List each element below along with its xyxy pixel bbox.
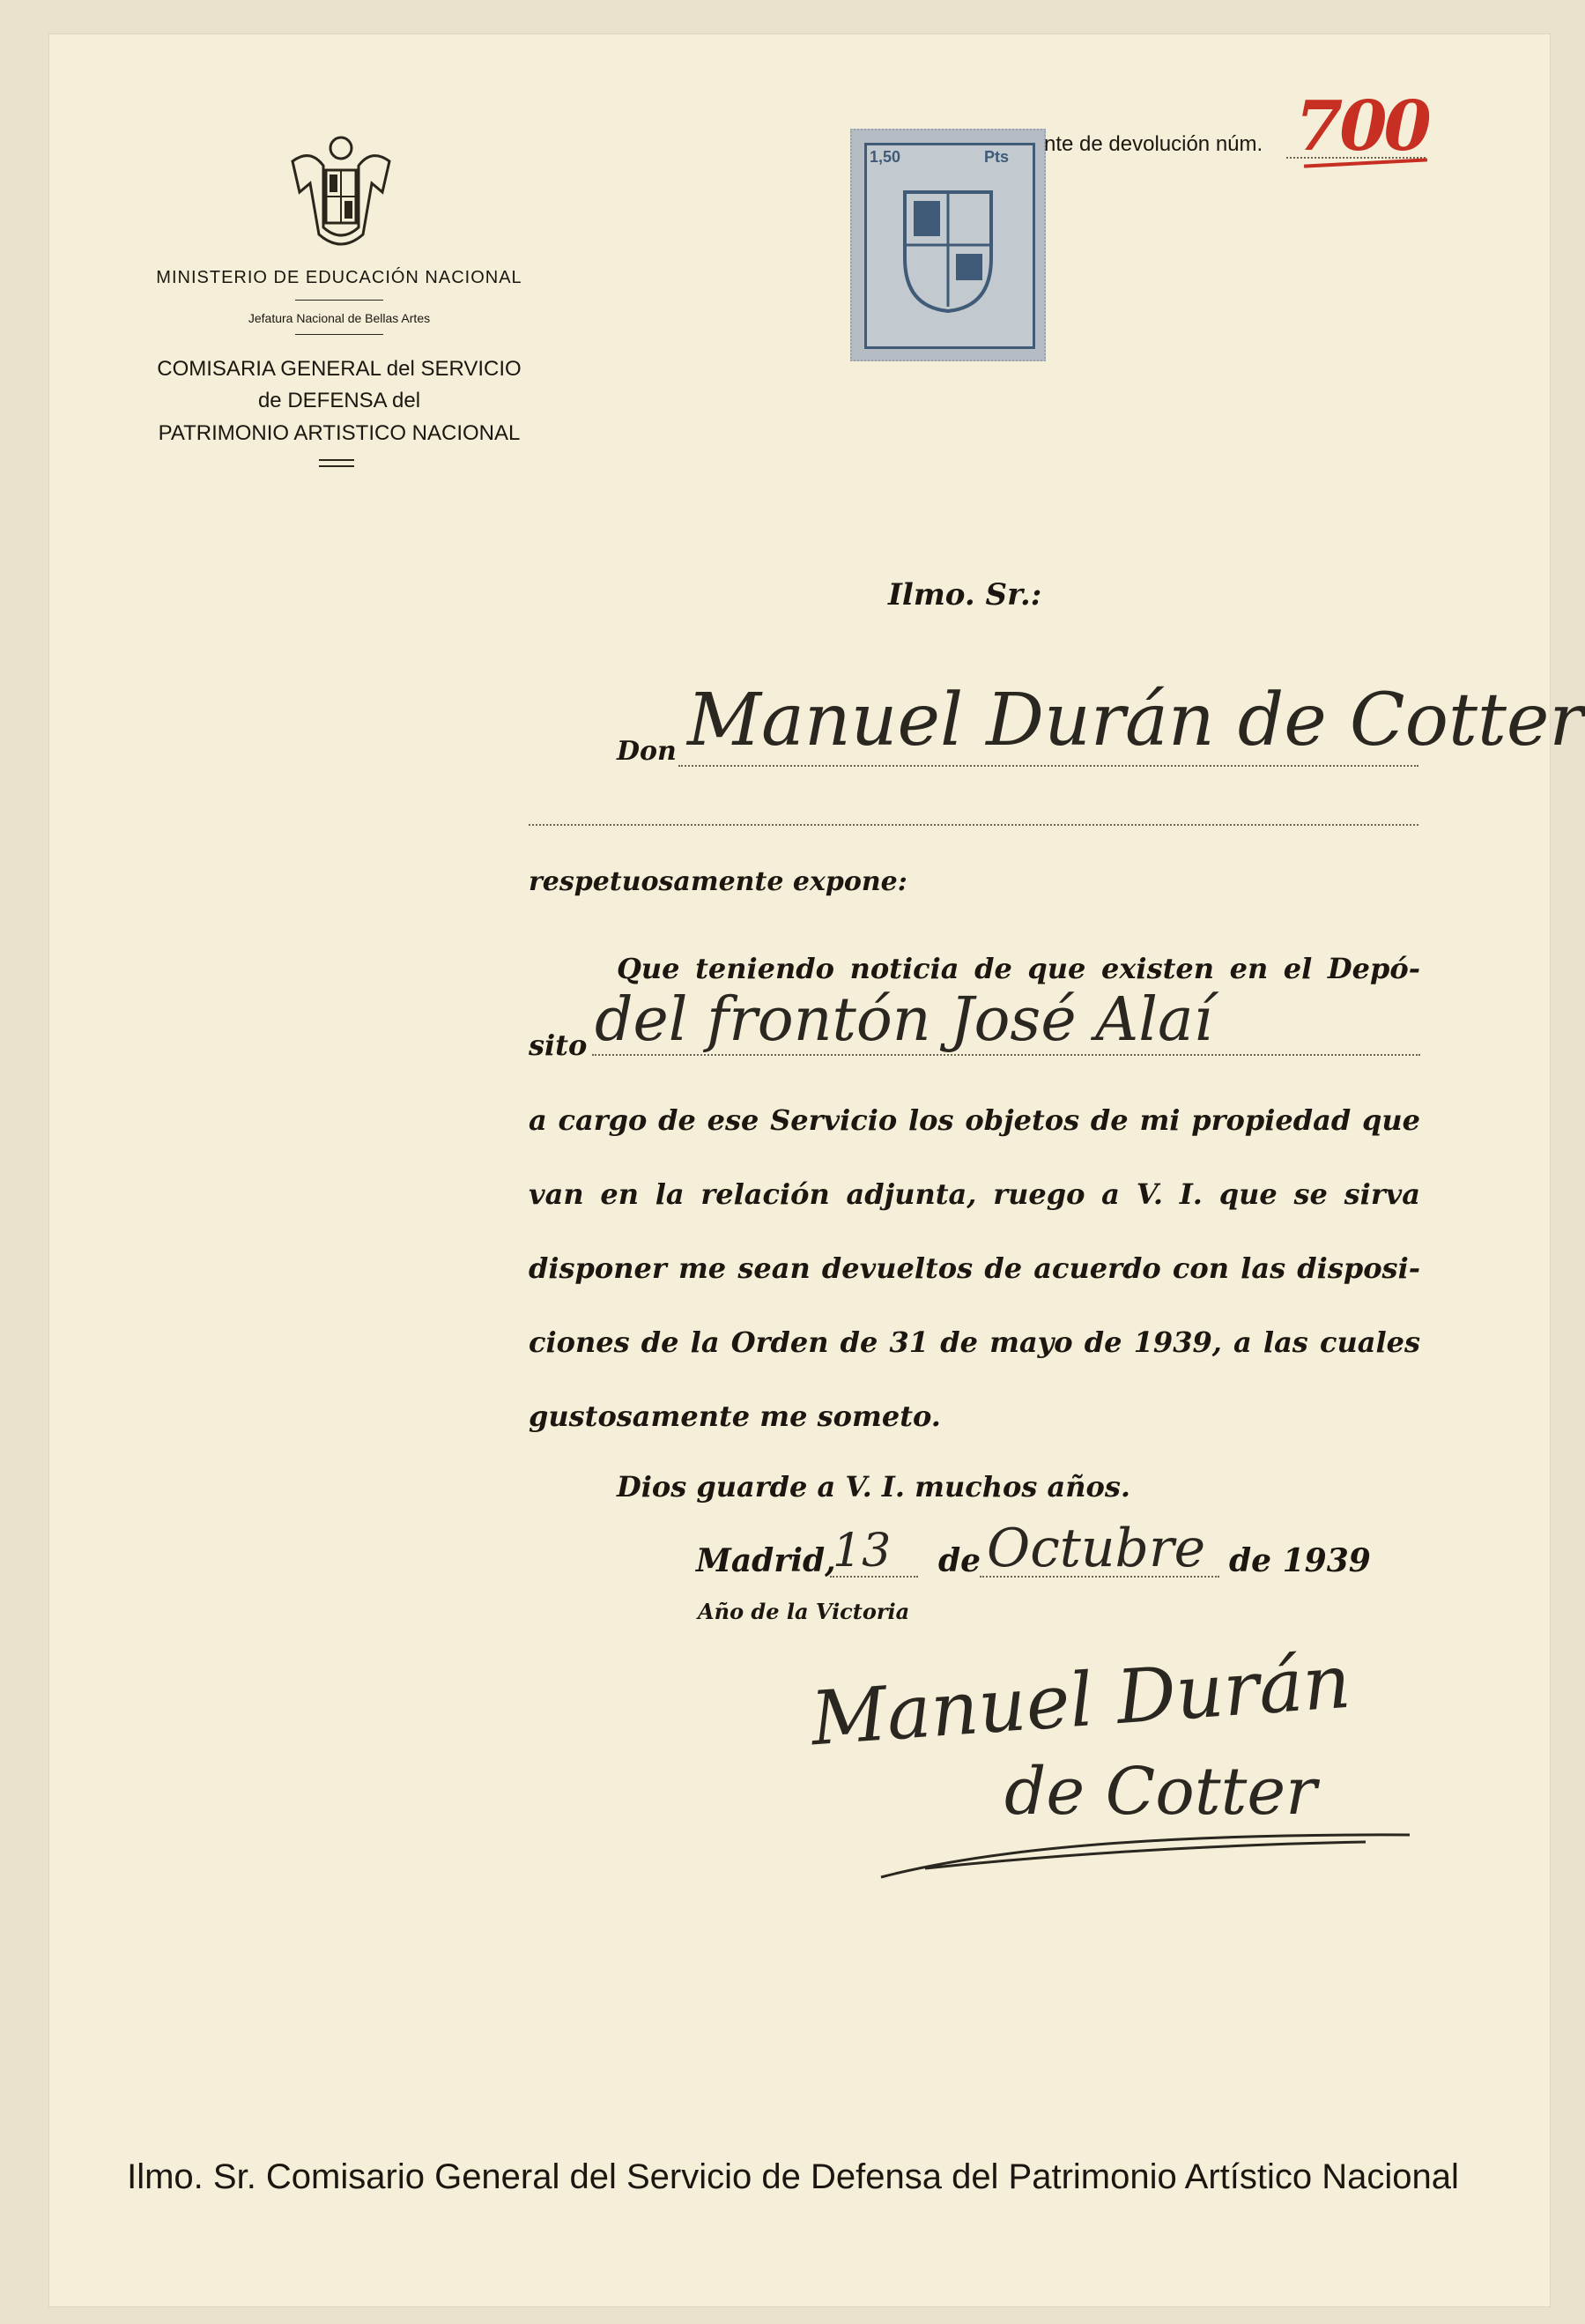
comisaria-line-1: COMISARIA GENERAL del SERVICIO <box>157 357 522 381</box>
paragraph-line: disponer me sean devueltos de acuerdo con las disposi- <box>529 1251 1420 1285</box>
signature-flourish <box>872 1815 1418 1886</box>
paragraph-last-line: gustosamente me someto. <box>529 1400 941 1433</box>
date-month: Octubre <box>987 1518 1206 1579</box>
salutation: Ilmo. Sr.: <box>888 577 1042 613</box>
date-day: 13 <box>833 1525 892 1578</box>
expediente-number: 700 <box>1295 86 1428 167</box>
name-dotted-line <box>678 765 1418 767</box>
place: Madrid, <box>696 1542 836 1579</box>
don-label: Don <box>617 736 677 767</box>
date-de: de <box>938 1542 981 1579</box>
jefatura-name: Jefatura Nacional de Bellas Artes <box>248 311 431 325</box>
double-rule <box>319 459 354 467</box>
paragraph-line: a cargo de ese Servicio los objetos de mi propiedad que <box>529 1103 1420 1137</box>
addressee-footer: Ilmo. Sr. Comisario General del Servicio de Defensa del Patrimonio Artístico Nacional <box>127 2157 1459 2196</box>
paragraph-line: van en la relación adjunta, ruego a V. I. que se sirva <box>529 1177 1420 1211</box>
paragraph-line-1: Que teniendo noticia de que existen en el Depó- <box>617 952 1420 985</box>
coat-of-arms-emblem <box>284 130 398 254</box>
stamp-unit: Pts <box>984 148 1010 166</box>
paragraph-sito: sito <box>529 1028 588 1062</box>
stamp-shield-icon <box>896 174 1000 316</box>
stamp-value: 1,50 <box>870 148 901 166</box>
deposito-handwritten: del frontón José Alaí <box>595 985 1213 1055</box>
continuation-dotted-line <box>529 824 1418 826</box>
comisaria-line-3: PATRIMONIO ARTISTICO NACIONAL <box>158 421 521 445</box>
name-handwritten: Manuel Durán de Cotter <box>687 679 1584 762</box>
closing-formula: Dios guarde a V. I. muchos años. <box>617 1470 1131 1504</box>
signature-line-1: Manuel Durán <box>808 1637 1354 1763</box>
year-note: Año de la Victoria <box>698 1599 910 1624</box>
comisaria-line-2: de DEFENSA del <box>257 389 421 412</box>
ministry-name: MINISTERIO DE EDUCACIÓN NACIONAL <box>156 268 522 287</box>
date-year: de 1939 <box>1229 1542 1371 1579</box>
fiscal-stamp <box>850 129 1046 361</box>
divider <box>295 300 383 301</box>
expone-text: respetuosamente expone: <box>529 866 907 897</box>
signature-line-2: de Cotter <box>1004 1754 1317 1830</box>
divider <box>295 334 383 335</box>
paragraph-line: ciones de la Orden de 31 de mayo de 1939, a las cuales <box>529 1325 1420 1359</box>
expediente-label: nte de devolución núm. <box>1044 132 1263 156</box>
